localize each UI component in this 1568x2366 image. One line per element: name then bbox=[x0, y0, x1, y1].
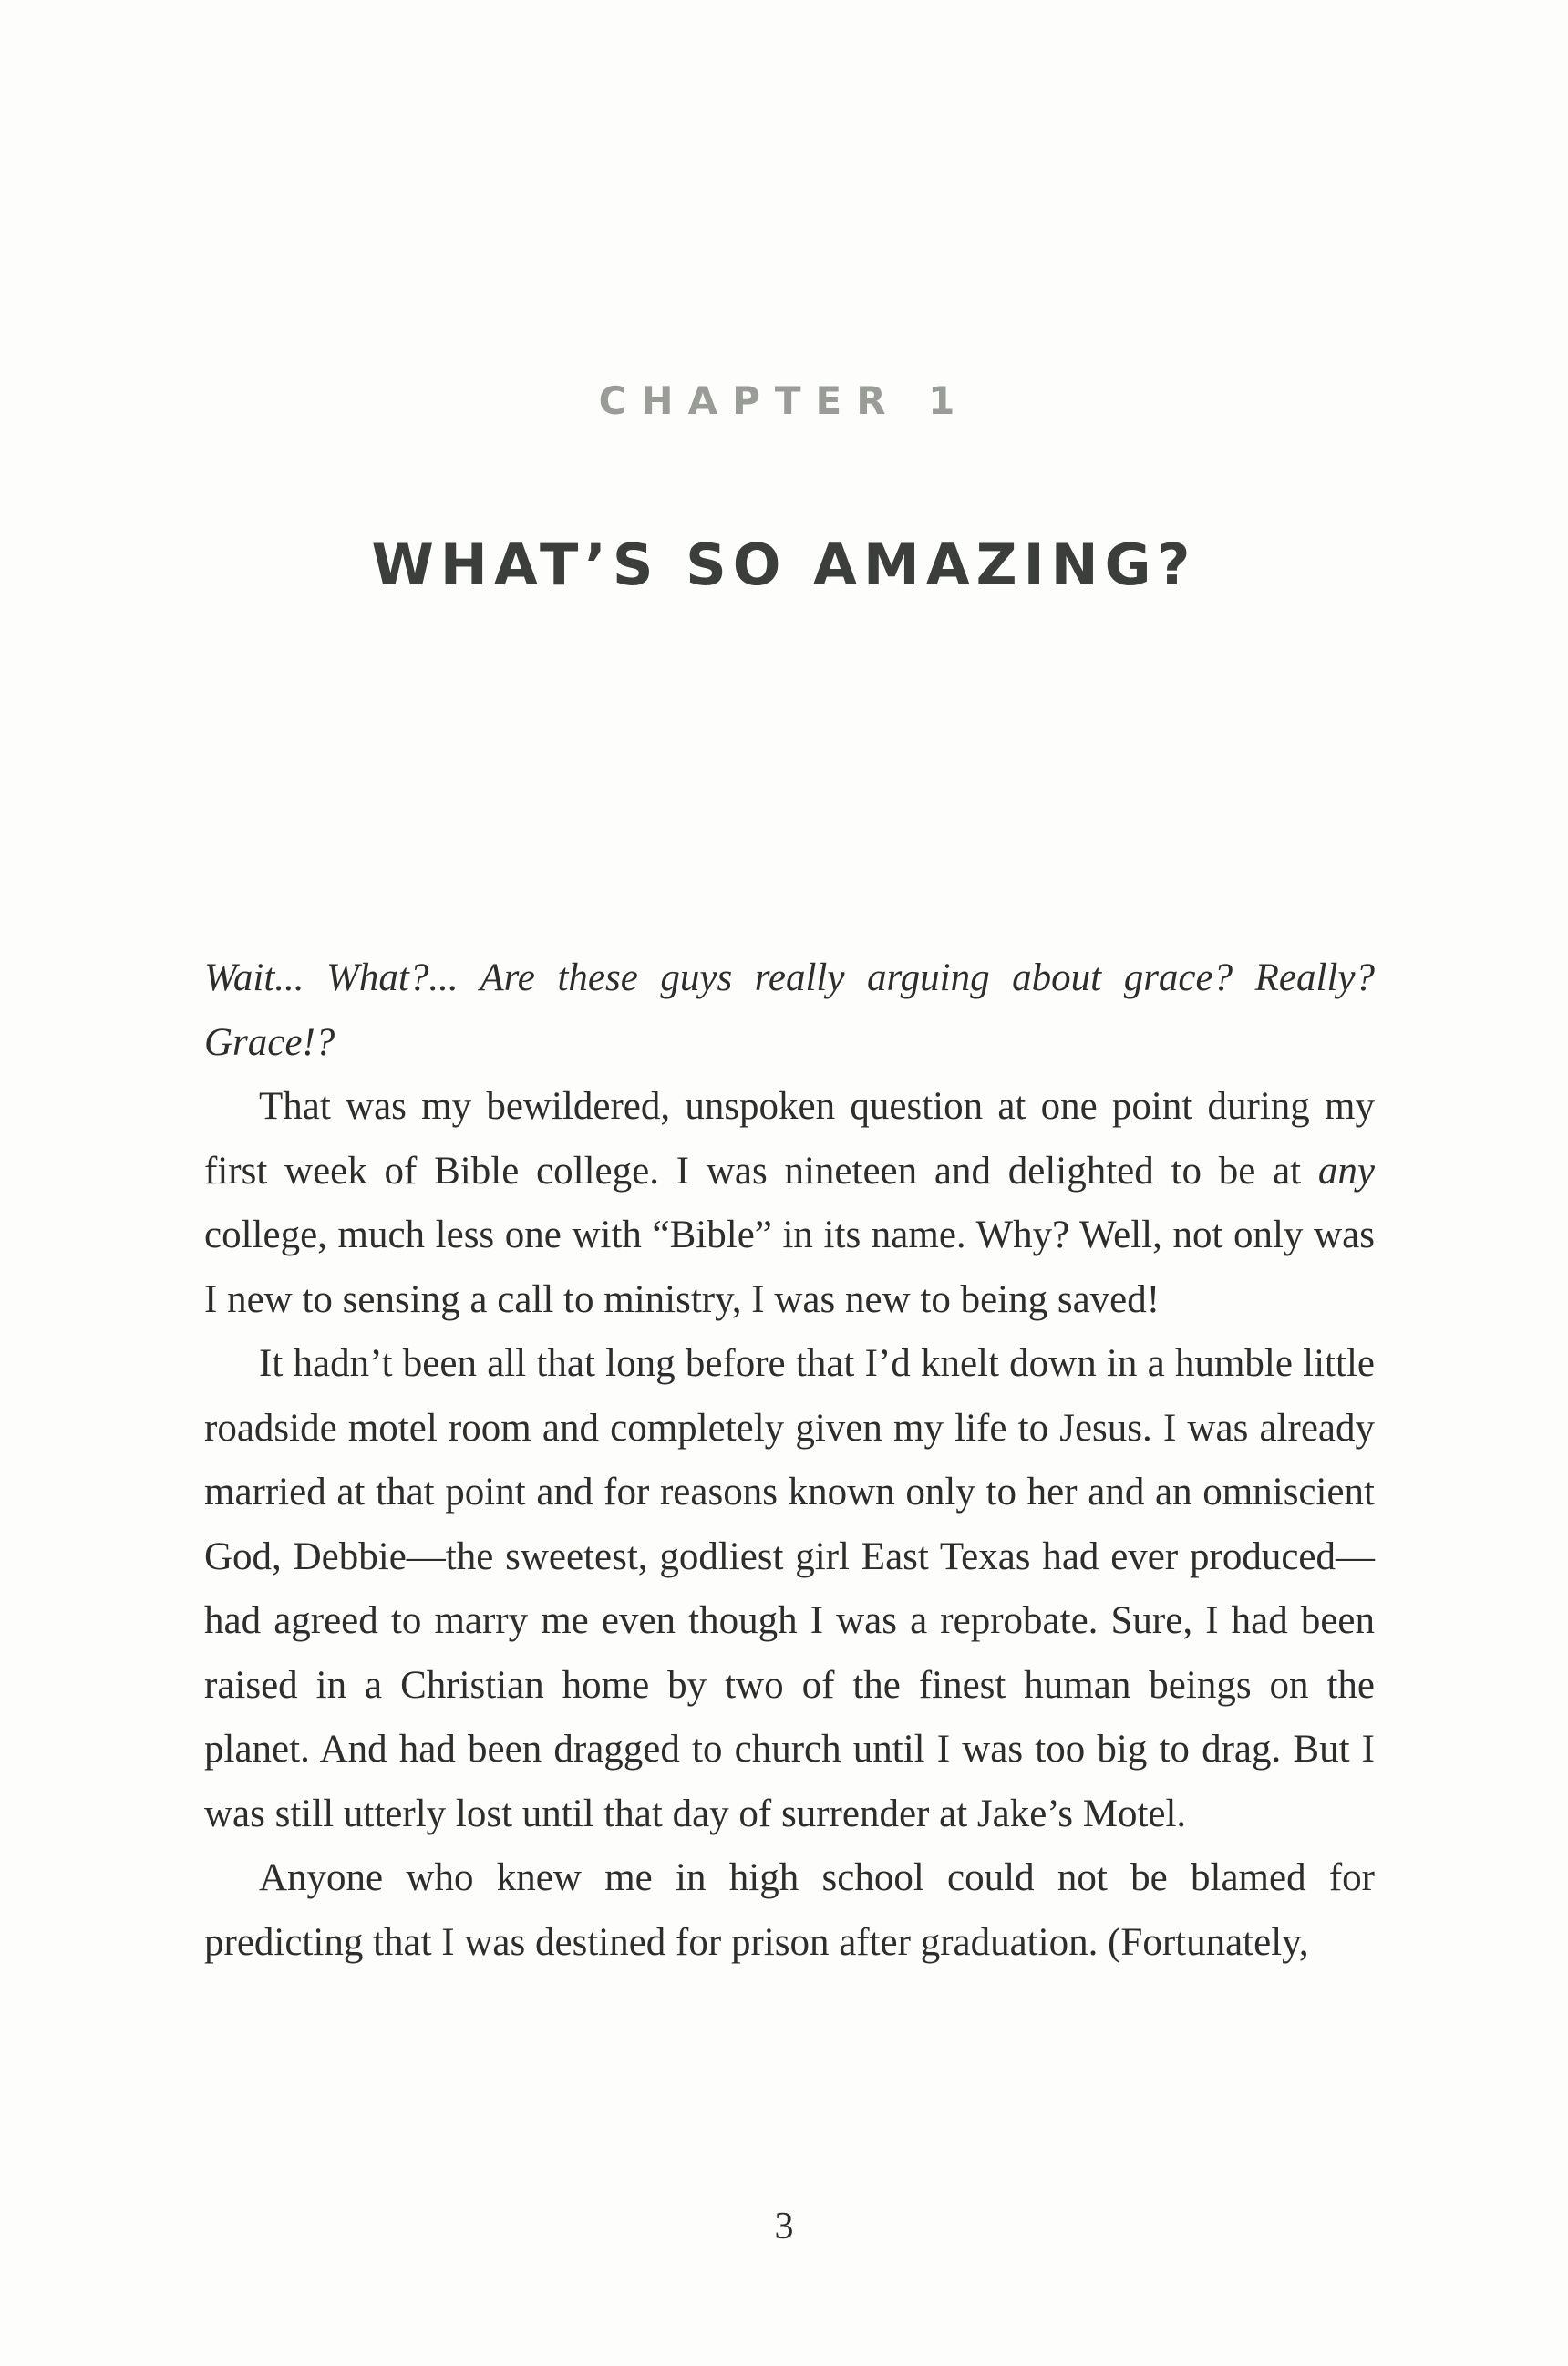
body-text bbox=[204, 946, 1375, 1975]
page-number: 3 bbox=[774, 2206, 794, 2247]
paragraph-text: college, much less one with “Bible” in its name. Why? Well, not only was I new to sensing a call to ministry, I was new to being saved! bbox=[204, 1214, 1375, 1321]
paragraph-text: That was my bewildered, unspoken question at one point during my first week of Bible college. I was nineteen and delighted to be at bbox=[204, 1085, 1375, 1193]
paragraph: Anyone who knew me in high school could not be blamed for predicting that I was destined for prison after graduation. (Fortunately, bbox=[204, 1856, 1375, 1964]
emphasis-text: any bbox=[1317, 1149, 1375, 1193]
opening-line: Wait... What?... Are these guys really arguing about grace? Really? Grace!? bbox=[204, 956, 1375, 1064]
chapter-label: CHAPTER 1 bbox=[598, 378, 970, 423]
chapter-title: WHAT’S SO AMAZING? bbox=[371, 532, 1197, 598]
paragraph: It hadn’t been all that long before that I’d knelt down in a humble little roadside motel room and completely given my life to Jesus. I was already married at that point and for reasons known only to her and an omniscient God, Debbie—the sweetest, godliest girl East Texas had ever produced—had agreed to marry me even though I was a reprobate. Sure, I had been raised in a Christian home by two of the finest human beings on the planet. And had been dragged to church until I was too big to drag. But I was still utterly lost until that day of surrender at Jake’s Motel. bbox=[204, 1342, 1375, 1835]
paragraph bbox=[204, 1075, 1375, 1332]
